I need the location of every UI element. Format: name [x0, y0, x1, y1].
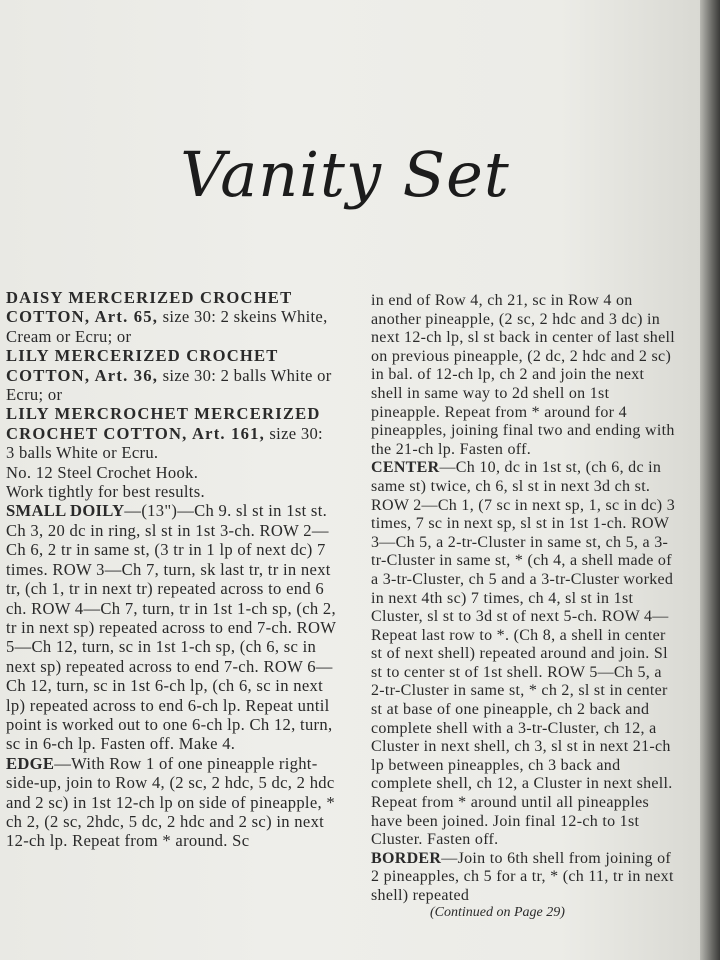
edge-label: EDGE — [6, 753, 55, 773]
border-label: BORDER — [371, 849, 442, 867]
small-doily-instructions — [6, 501, 336, 753]
page-title: Vanity Set — [180, 138, 510, 211]
tightly-note: Work tightly for best results. — [6, 482, 205, 502]
center-text: —Ch 10, dc in 1st st, (ch 6, dc in same st) twice, ch 6, sl st in next 3d ch st. ROW 2—Ch 1, (7 sc in next sp, 1, sc in dc) 3 times, 7 sc in next sp, sl st in 1st 1-ch. ROW 3—Ch 5, a 2-tr-Cluster in same st, ch 5, a 3-tr-Cluster in same st, * (ch 4, a shell made of a 3-tr-Cluster, ch 5 and a 3-tr-Cluster worked in next 4th sc) 7 times, ch 4, sl st in 1st Cluster, sl st to 3d st of next 5-ch. ROW 4—Repeat last row to *. (Ch 8, a shell in center st of next shell) repeated around and join. Sl st to center st of 1st shell. ROW 5—Ch 5, a 2-tr-Cluster in same st, * ch 2, sl st in center st at base of one pineapple, ch 2 back and complete shell with a 3-tr-Cluster, ch 12, a Cluster in next shell, ch 3, sl st in next 21-ch lp between pineapples, ch 3 back and complete shell, ch 12, a Cluster in next shell. Repeat from * around until all pineapples have been joined. Join final 12-ch to 1st Cluster. Fasten off. — [371, 459, 675, 849]
left-column — [6, 288, 336, 851]
edge-instructions — [6, 754, 336, 851]
material-1-name: DAISY MERCERIZED CROCHET COTTON, Art. 65, — [6, 288, 293, 327]
page-edge-shadow — [700, 0, 720, 960]
material-2-name: LILY MERCERIZED CROCHET COTTON, Art. 36, — [6, 346, 279, 385]
edge-continuation: in end of Row 4, ch 21, sc in Row 4 on another pineapple, (2 sc, 2 hdc and 3 dc) in next 12-ch lp, sl st back in center of last shell on previous pineapple, (2 dc, 2 hdc and 2 sc) in bal. of 12-ch lp, ch 2 and join the next shell in same way to 2d shell on 1st pineapple. Repeat from * around for 4 pineapples, joining final two and ending with the 21-ch lp. Fasten off. — [371, 292, 675, 458]
material-3-detail: size 30: 3 balls White or Ecru. — [6, 423, 323, 463]
right-column — [371, 292, 676, 906]
material-2 — [6, 346, 336, 404]
material-3-name: LILY MERCROCHET MERCERIZED CROCHET COTTON, Art. 161, — [6, 404, 321, 443]
border-instructions — [371, 850, 676, 906]
continued-note: (Continued on Page 29) — [430, 905, 565, 920]
center-label: CENTER — [371, 459, 440, 477]
center-instructions — [371, 459, 676, 849]
border-text: —Join to 6th shell from joining of 2 pineapples, ch 5 for a tr, * (ch 11, tr in next shell) repeated — [371, 849, 674, 904]
edge-text: —With Row 1 of one pineapple right-side-up, join to Row 4, (2 sc, 2 hdc, 5 dc, 2 hdc and 2 sc) in 1st 12-ch lp on side of pineapple, * ch 2, (2 sc, 2hdc, 5 dc, 2 hdc and 2 sc) in next 12-ch lp. Repeat from * around. Sc — [6, 753, 335, 851]
material-2-detail: size 30: 2 balls White or Ecru; or — [6, 365, 332, 405]
small-doily-text: —(13")—Ch 9. sl st in 1st st. Ch 3, 20 dc in ring, sl st in 1st 3-ch. ROW 2—Ch 6, 2 tr in same st, (3 tr in 1 lp of next dc) 7 times. ROW 3—Ch 7, turn, sk last tr, tr in next tr, (ch 1, tr in next tr) repeated across to end 6 ch. ROW 4—Ch 7, turn, tr in 1st 1-ch sp, (ch 2, tr in next sp) repeated across to end 7-ch. ROW 5—Ch 12, turn, sc in 1st 1-ch sp, (ch 6, sc in next sp) repeated across to end 7-ch. ROW 6—Ch 12, turn, sc in 1st 6-ch lp, (ch 6, sc in next lp) repeated across to end 6-ch lp. Repeat until point is worked out to one 6-ch lp. Ch 12, turn, sc in 6-ch lp. Fasten off. Make 4. — [6, 501, 336, 754]
small-doily-label: SMALL DOILY — [6, 501, 125, 521]
hook-note: No. 12 Steel Crochet Hook. — [6, 462, 199, 482]
material-1-detail: size 30: 2 skeins White, Cream or Ecru; or — [6, 307, 328, 346]
material-3 — [6, 404, 336, 462]
material-1 — [6, 288, 336, 346]
